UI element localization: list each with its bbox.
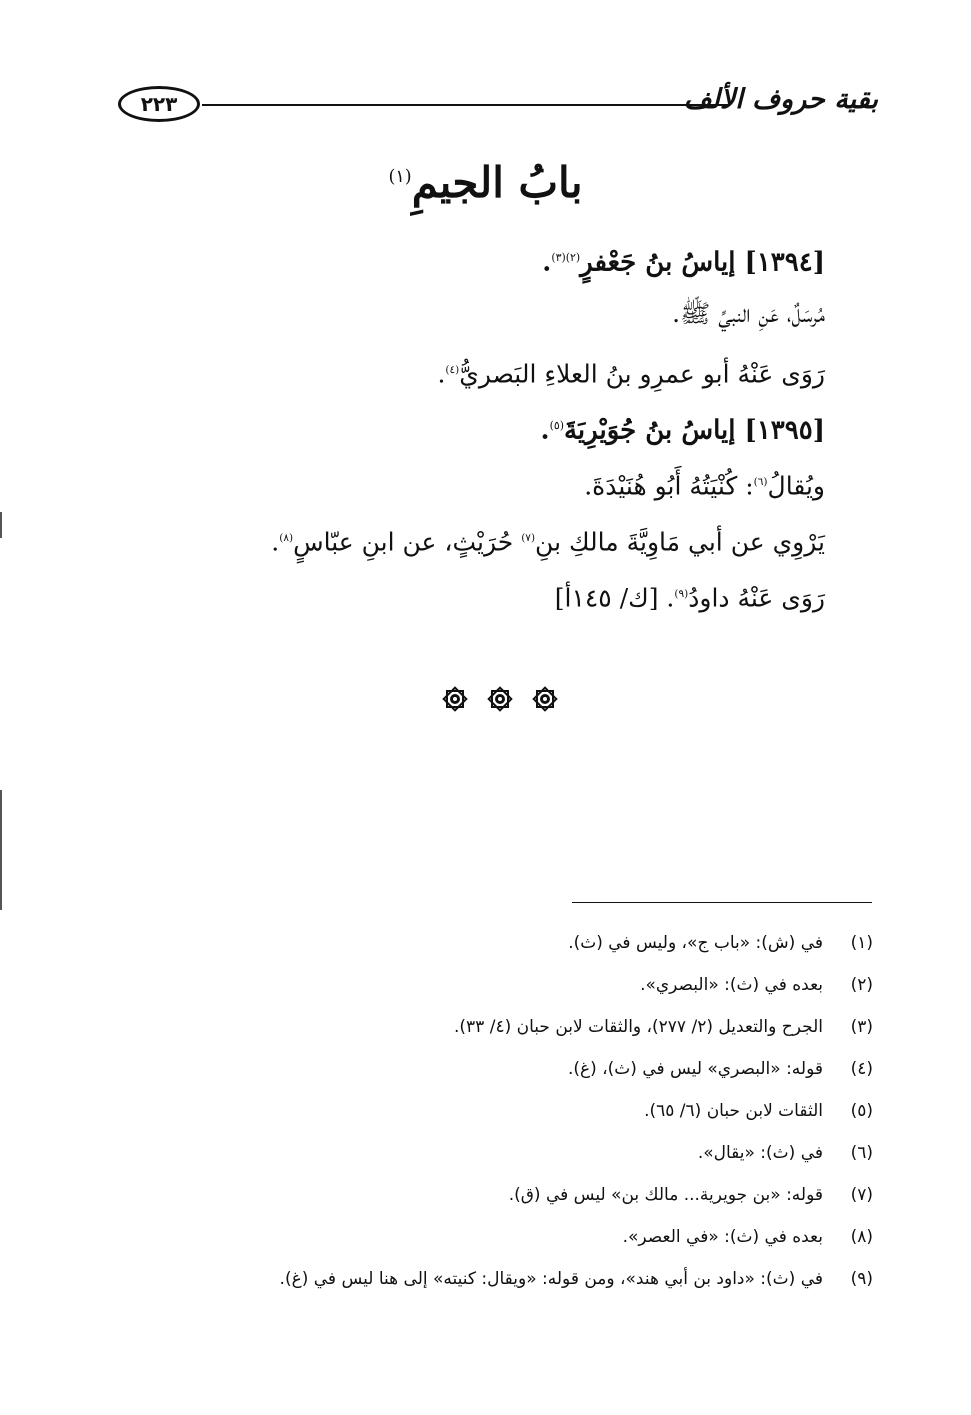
footnote-separator bbox=[572, 902, 872, 903]
footnote-text: بعده في (ث): «البصري». bbox=[640, 975, 823, 995]
entry-heading: [١٣٩٤] إياسُ بنُ جَعْفرٍ bbox=[580, 247, 825, 278]
body-line bbox=[125, 566, 825, 622]
rosette-ornament-icon bbox=[530, 684, 560, 714]
page-header bbox=[118, 80, 878, 130]
entry-line-1395 bbox=[125, 398, 825, 454]
footnote-number: (٧) bbox=[850, 1185, 873, 1205]
footnote-text: قوله: «بن جويرية... مالك بن» ليس في (ق). bbox=[508, 1185, 823, 1205]
footnote-text: في (ش): «باب ج»، وليس في (ث). bbox=[568, 933, 823, 953]
footnote-item bbox=[113, 1090, 873, 1132]
footnote-ref: (٤) bbox=[445, 364, 460, 376]
footnote-text: في (ث): «داود بن أبي هند»، ومن قوله: «ويقال: كنيته» إلى هنا ليس في (غ). bbox=[279, 1269, 823, 1289]
body-text bbox=[125, 230, 825, 622]
footnote-item bbox=[113, 1174, 873, 1216]
punctuation: . bbox=[437, 359, 446, 389]
rosette-ornament-icon bbox=[485, 684, 515, 714]
footnote-ref: (٥) bbox=[549, 419, 564, 432]
scan-edge-mark bbox=[0, 512, 2, 538]
body-text-span: يَرْوِي عن أبي مَاوِيَّةَ مالكِ بنِ bbox=[535, 527, 825, 557]
body-text-span: مُرسَلٌ، عَنِ النبيِّ ﷺ. bbox=[672, 299, 825, 328]
footnote-number: (٢) bbox=[850, 975, 873, 995]
footnote-number: (٥) bbox=[850, 1101, 873, 1121]
footnote-number: (٦) bbox=[850, 1143, 873, 1163]
chapter-title: بابُ الجيمِ bbox=[411, 158, 583, 207]
header-rule bbox=[202, 104, 728, 106]
footnote-number: (٨) bbox=[850, 1227, 873, 1247]
body-text-span: : كُنْيَتُهُ أَبُو هُنَيْدَةَ. bbox=[584, 471, 754, 501]
scan-edge-mark bbox=[0, 790, 2, 910]
footnote-item bbox=[113, 922, 873, 964]
body-line bbox=[125, 510, 825, 566]
body-text-span: حُرَيْثٍ، عن ابنِ عبّاسٍ bbox=[293, 527, 522, 557]
punctuation: . bbox=[540, 415, 550, 446]
footnote-item bbox=[113, 1216, 873, 1258]
chapter-heading bbox=[200, 158, 771, 207]
footnotes bbox=[113, 922, 873, 1300]
footnote-ref: (٧) bbox=[521, 532, 536, 544]
body-text-span: رَوَى عَنْهُ داودُ bbox=[688, 583, 825, 613]
footnote-ref: (٨) bbox=[279, 532, 294, 544]
footnote-item bbox=[113, 964, 873, 1006]
entry-heading: [١٣٩٥] إياسُ بنُ جُوَيْرِيَةَ bbox=[563, 415, 825, 446]
section-ornament bbox=[440, 682, 560, 716]
footnote-text: بعده في (ث): «في العصر». bbox=[622, 1227, 823, 1247]
entry-line-1394 bbox=[125, 230, 825, 286]
footnote-item bbox=[113, 1048, 873, 1090]
body-line bbox=[125, 454, 825, 510]
page-number: ٢٢٣ bbox=[140, 92, 178, 116]
punctuation: . bbox=[271, 527, 280, 557]
body-line bbox=[125, 342, 825, 398]
footnote-number: (٣) bbox=[850, 1017, 873, 1037]
punctuation: . bbox=[542, 247, 552, 278]
footnote-ref: (٢)(٣) bbox=[551, 251, 581, 264]
running-title: بقية حروف الألف bbox=[683, 84, 878, 115]
body-text-span: . [ك/ ١٤٥أ] bbox=[554, 583, 675, 613]
footnote-ref: (٦) bbox=[753, 476, 768, 488]
rosette-ornament-icon bbox=[440, 684, 470, 714]
footnote-number: (٩) bbox=[850, 1269, 873, 1289]
body-line bbox=[125, 286, 825, 342]
page-number-frame bbox=[118, 86, 200, 122]
footnote-number: (٤) bbox=[850, 1059, 873, 1079]
footnote-ref: (٩) bbox=[674, 588, 689, 600]
footnote-text: الثقات لابن حبان (٦/ ٦٥). bbox=[644, 1101, 823, 1121]
footnote-item bbox=[113, 1258, 873, 1300]
footnote-item bbox=[113, 1132, 873, 1174]
footnote-text: قوله: «البصري» ليس في (ث)، (غ). bbox=[567, 1059, 823, 1079]
footnote-item bbox=[113, 1006, 873, 1048]
chapter-footnote-ref: (١) bbox=[388, 167, 412, 187]
footnote-text: في (ث): «يقال». bbox=[697, 1143, 823, 1163]
footnote-number: (١) bbox=[850, 933, 873, 953]
body-text-span: رَوَى عَنْهُ أبو عمرِو بنُ العلاءِ البَصريُّ bbox=[459, 359, 825, 389]
footnote-text: الجرح والتعديل (٢/ ٢٧٧)، والثقات لابن حبان (٤/ ٣٣). bbox=[454, 1017, 823, 1037]
body-text-span: ويُقالُ bbox=[767, 471, 825, 501]
